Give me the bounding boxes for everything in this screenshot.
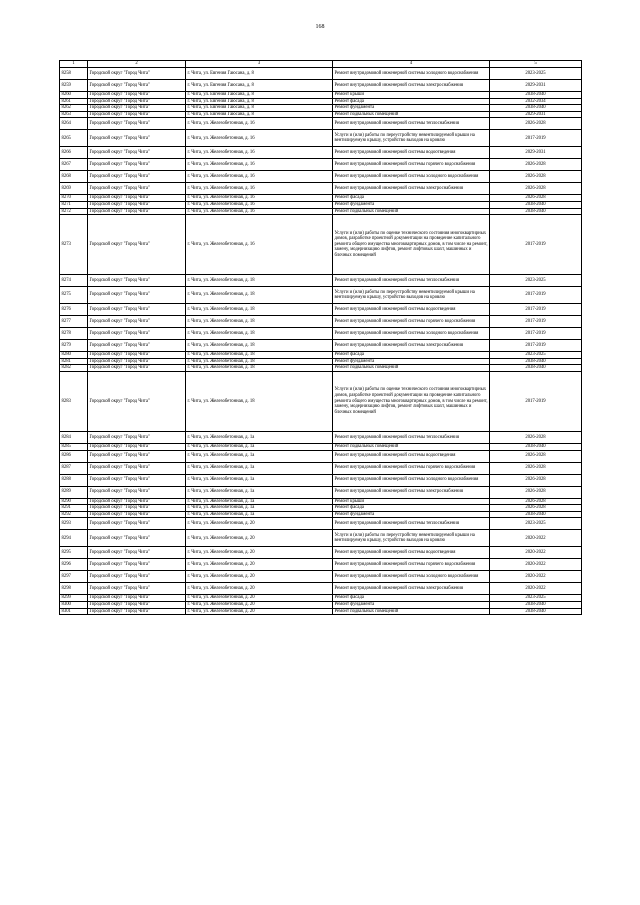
row-number: 8271	[60, 201, 88, 208]
period-cell: 2038-2040	[490, 365, 582, 372]
period-cell: 2038-2040	[490, 92, 582, 99]
table-row	[60, 601, 582, 608]
work-type-cell: Ремонт внутридомовой инженерной системы электроснабжения	[333, 340, 490, 352]
period-cell: 2026-2028	[490, 505, 582, 512]
period-cell: 2038-2040	[490, 208, 582, 215]
municipality-cell: Городской округ "Город Чита"	[88, 340, 186, 352]
work-type-cell: Услуги и (или) работы по оценке технического состояния многоквартирных домов, разработке проектной документации на проведение капитального ремонта общего имущества многоквартирных домов, в том числе на ремонт, замену, модернизацию лифтов, ремонт лифтовых шахт, машинных и блочных помещений	[333, 371, 490, 431]
address-cell: г. Чита, ул. Железобетонная, д. 16	[186, 201, 333, 208]
period-cell: 2020-2022	[490, 547, 582, 559]
table-row	[60, 118, 582, 130]
row-number: 8280	[60, 352, 88, 359]
row-number: 8299	[60, 595, 88, 602]
table-row	[60, 571, 582, 583]
period-cell: 2029-2031	[490, 147, 582, 159]
address-cell: г. Чита, ул. Железобетонная, д. 20	[186, 518, 333, 530]
table-row	[60, 215, 582, 275]
municipality-cell: Городской округ "Город Чита"	[88, 431, 186, 443]
municipality-cell: Городской округ "Город Чита"	[88, 486, 186, 498]
period-cell: 2026-2028	[490, 450, 582, 462]
work-type-cell: Ремонт подвальных помещений	[333, 208, 490, 215]
address-cell: г. Чита, ул. Железобетонная, д. 16	[186, 208, 333, 215]
address-cell: г. Чита, ул. Железобетонная, д. 20	[186, 595, 333, 602]
work-type-cell: Ремонт фасада	[333, 98, 490, 105]
work-type-cell: Ремонт фасада	[333, 352, 490, 359]
address-cell: г. Чита, ул. Железобетонная, д. 1а	[186, 498, 333, 505]
row-number: 8265	[60, 130, 88, 147]
period-cell: 2026-2028	[490, 431, 582, 443]
work-type-cell: Ремонт внутридомовой инженерной системы электроснабжения	[333, 80, 490, 92]
table-row	[60, 130, 582, 147]
work-type-cell: Ремонт внутридомовой инженерной системы холодного водоснабжения	[333, 328, 490, 340]
municipality-cell: Городской округ "Город Чита"	[88, 358, 186, 365]
municipality-cell: Городской округ "Город Чита"	[88, 450, 186, 462]
municipality-cell: Городской округ "Город Чита"	[88, 147, 186, 159]
row-number: 8297	[60, 571, 88, 583]
table-row	[60, 201, 582, 208]
row-number: 8266	[60, 147, 88, 159]
table-row	[60, 159, 582, 171]
period-cell: 2017-2019	[490, 328, 582, 340]
work-type-cell: Ремонт внутридомовой инженерной системы холодного водоснабжения	[333, 474, 490, 486]
row-number: 8293	[60, 518, 88, 530]
row-number: 8281	[60, 358, 88, 365]
work-type-cell: Ремонт внутридомовой инженерной системы холодного водоснабжения	[333, 68, 490, 80]
table-row	[60, 498, 582, 505]
table-row	[60, 371, 582, 431]
table-row	[60, 595, 582, 602]
address-cell: г. Чита, ул. Железобетонная, д. 1а	[186, 486, 333, 498]
address-cell: г. Чита, ул. Железобетонная, д. 1а	[186, 511, 333, 518]
row-number: 8301	[60, 608, 88, 615]
work-type-cell: Ремонт крыши	[333, 92, 490, 99]
row-number: 8275	[60, 287, 88, 304]
municipality-cell: Городской округ "Город Чита"	[88, 183, 186, 195]
municipality-cell: Городской округ "Город Чита"	[88, 365, 186, 372]
municipality-cell: Городской округ "Город Чита"	[88, 171, 186, 183]
municipality-cell: Городской округ "Город Чита"	[88, 92, 186, 99]
work-type-cell: Ремонт внутридомовой инженерной системы горячего водоснабжения	[333, 316, 490, 328]
municipality-cell: Городской округ "Город Чита"	[88, 547, 186, 559]
municipality-cell: Городской округ "Город Чита"	[88, 583, 186, 595]
table-row	[60, 443, 582, 450]
municipality-cell: Городской округ "Город Чита"	[88, 208, 186, 215]
row-number: 8294	[60, 530, 88, 547]
row-number: 8264	[60, 118, 88, 130]
municipality-cell: Городской округ "Город Чита"	[88, 608, 186, 615]
period-cell: 2032-2034	[490, 98, 582, 105]
municipality-cell: Городской округ "Город Чита"	[88, 215, 186, 275]
table-row	[60, 208, 582, 215]
row-number: 8279	[60, 340, 88, 352]
row-number: 8278	[60, 328, 88, 340]
row-number: 8269	[60, 183, 88, 195]
municipality-cell: Городской округ "Город Чита"	[88, 530, 186, 547]
table-row	[60, 559, 582, 571]
period-cell: 2038-2040	[490, 358, 582, 365]
work-type-cell: Ремонт фундамента	[333, 511, 490, 518]
municipality-cell: Городской округ "Город Чита"	[88, 80, 186, 92]
municipality-cell: Городской округ "Город Чита"	[88, 498, 186, 505]
table-row	[60, 328, 582, 340]
table-row	[60, 171, 582, 183]
row-number: 8261	[60, 98, 88, 105]
work-type-cell: Ремонт подвальных помещений	[333, 443, 490, 450]
municipality-cell: Городской округ "Город Чита"	[88, 316, 186, 328]
period-cell: 2017-2019	[490, 304, 582, 316]
work-type-cell: Услуги и (или) работы по переустройству невентилируемой крыши на вентилируемую крышу, устройство выходов на кровлю	[333, 530, 490, 547]
row-number: 8296	[60, 559, 88, 571]
municipality-cell: Городской округ "Город Чита"	[88, 68, 186, 80]
address-cell: г. Чита, ул. Железобетонная, д. 1а	[186, 474, 333, 486]
municipality-cell: Городской округ "Город Чита"	[88, 195, 186, 202]
municipality-cell: Городской округ "Город Чита"	[88, 159, 186, 171]
municipality-cell: Городской округ "Город Чита"	[88, 462, 186, 474]
period-cell: 2038-2040	[490, 201, 582, 208]
address-cell: г. Чита, ул. Евгения Гаюсана, д. 8	[186, 68, 333, 80]
work-type-cell: Ремонт фасада	[333, 505, 490, 512]
work-type-cell: Ремонт внутридомовой инженерной системы водоотведения	[333, 147, 490, 159]
address-cell: г. Чита, ул. Железобетонная, д. 1а	[186, 443, 333, 450]
table-row	[60, 583, 582, 595]
table-row	[60, 518, 582, 530]
work-type-cell: Ремонт внутридомовой инженерной системы горячего водоснабжения	[333, 462, 490, 474]
table-row	[60, 183, 582, 195]
period-cell: 2038-2040	[490, 443, 582, 450]
row-number: 8300	[60, 601, 88, 608]
work-type-cell: Ремонт внутридомовой инженерной системы холодного водоснабжения	[333, 571, 490, 583]
row-number: 8270	[60, 195, 88, 202]
row-number: 8288	[60, 474, 88, 486]
work-type-cell: Услуги и (или) работы по оценке технического состояния многоквартирных домов, разработке проектной документации на проведение капитального ремонта общего имущества многоквартирных домов, в том числе на ремонт, замену, модернизацию лифтов, ремонт лифтовых шахт, машинных и блочных помещений	[333, 215, 490, 275]
row-number: 8284	[60, 431, 88, 443]
column-number: 4	[333, 61, 490, 68]
table-row	[60, 92, 582, 99]
municipality-cell: Городской округ "Город Чита"	[88, 443, 186, 450]
row-number: 8298	[60, 583, 88, 595]
address-cell: г. Чита, ул. Евгения Гаюсана, д. 8	[186, 80, 333, 92]
table-row	[60, 486, 582, 498]
work-type-cell: Услуги и (или) работы по переустройству невентилируемой крыши на вентилируемую крышу, устройство выходов на кровлю	[333, 130, 490, 147]
period-cell: 2020-2022	[490, 571, 582, 583]
period-cell: 2026-2028	[490, 171, 582, 183]
address-cell: г. Чита, ул. Железобетонная, д. 18	[186, 371, 333, 431]
address-cell: г. Чита, ул. Железобетонная, д. 20	[186, 601, 333, 608]
period-cell: 2026-2028	[490, 183, 582, 195]
work-type-cell: Ремонт фундамента	[333, 201, 490, 208]
address-cell: г. Чита, ул. Железобетонная, д. 16	[186, 147, 333, 159]
municipality-cell: Городской округ "Город Чита"	[88, 505, 186, 512]
period-cell: 2023-2025	[490, 595, 582, 602]
row-number: 8292	[60, 511, 88, 518]
municipality-cell: Городской округ "Город Чита"	[88, 105, 186, 112]
period-cell: 2017-2019	[490, 316, 582, 328]
repair-schedule-table	[59, 60, 582, 615]
table-row	[60, 547, 582, 559]
work-type-cell: Ремонт фундамента	[333, 358, 490, 365]
municipality-cell: Городской округ "Город Чита"	[88, 518, 186, 530]
address-cell: г. Чита, ул. Железобетонная, д. 16	[186, 171, 333, 183]
period-cell: 2017-2019	[490, 340, 582, 352]
row-number: 8272	[60, 208, 88, 215]
table-row	[60, 462, 582, 474]
work-type-cell: Ремонт подвальных помещений	[333, 111, 490, 118]
municipality-cell: Городской округ "Город Чита"	[88, 130, 186, 147]
table-row	[60, 147, 582, 159]
period-cell: 2023-2025	[490, 518, 582, 530]
period-cell: 2026-2028	[490, 195, 582, 202]
address-cell: г. Чита, ул. Железобетонная, д. 18	[186, 316, 333, 328]
table-row	[60, 511, 582, 518]
work-type-cell: Ремонт внутридомовой инженерной системы теплоснабжения	[333, 431, 490, 443]
period-cell: 2023-2025	[490, 68, 582, 80]
address-cell: г. Чита, ул. Евгения Гаюсана, д. 8	[186, 111, 333, 118]
table-row	[60, 287, 582, 304]
municipality-cell: Городской округ "Город Чита"	[88, 304, 186, 316]
table-row	[60, 474, 582, 486]
address-cell: г. Чита, ул. Железобетонная, д. 20	[186, 559, 333, 571]
period-cell: 2026-2028	[490, 498, 582, 505]
period-cell: 2023-2025	[490, 352, 582, 359]
table-row	[60, 450, 582, 462]
address-cell: г. Чита, ул. Железобетонная, д. 16	[186, 159, 333, 171]
page-number: 168	[315, 24, 325, 30]
address-cell: г. Чита, ул. Железобетонная, д. 16	[186, 130, 333, 147]
municipality-cell: Городской округ "Город Чита"	[88, 275, 186, 287]
work-type-cell: Ремонт фундамента	[333, 105, 490, 112]
municipality-cell: Городской округ "Город Чита"	[88, 328, 186, 340]
period-cell: 2038-2040	[490, 601, 582, 608]
address-cell: г. Чита, ул. Евгения Гаюсана, д. 8	[186, 98, 333, 105]
period-cell: 2026-2028	[490, 159, 582, 171]
column-number-row	[60, 61, 582, 68]
period-cell: 2017-2019	[490, 371, 582, 431]
work-type-cell: Ремонт подвальных помещений	[333, 608, 490, 615]
address-cell: г. Чита, ул. Железобетонная, д. 16	[186, 118, 333, 130]
address-cell: г. Чита, ул. Железобетонная, д. 18	[186, 304, 333, 316]
table-row	[60, 195, 582, 202]
row-number: 8286	[60, 450, 88, 462]
table-row	[60, 352, 582, 359]
address-cell: г. Чита, ул. Железобетонная, д. 18	[186, 275, 333, 287]
address-cell: г. Чита, ул. Железобетонная, д. 1а	[186, 505, 333, 512]
period-cell: 2020-2022	[490, 583, 582, 595]
municipality-cell: Городской округ "Город Чита"	[88, 201, 186, 208]
address-cell: г. Чита, ул. Железобетонная, д. 18	[186, 358, 333, 365]
address-cell: г. Чита, ул. Железобетонная, д. 1а	[186, 462, 333, 474]
period-cell: 2029-2031	[490, 111, 582, 118]
work-type-cell: Ремонт внутридомовой инженерной системы теплоснабжения	[333, 518, 490, 530]
column-number: 3	[186, 61, 333, 68]
table-row	[60, 358, 582, 365]
work-type-cell: Ремонт внутридомовой инженерной системы водоотведения	[333, 547, 490, 559]
work-type-cell: Ремонт фасада	[333, 195, 490, 202]
municipality-cell: Городской округ "Город Чита"	[88, 111, 186, 118]
row-number: 8295	[60, 547, 88, 559]
municipality-cell: Городской округ "Город Чита"	[88, 118, 186, 130]
address-cell: г. Чита, ул. Железобетонная, д. 1а	[186, 450, 333, 462]
period-cell: 2017-2019	[490, 130, 582, 147]
row-number: 8291	[60, 505, 88, 512]
period-cell: 2020-2022	[490, 530, 582, 547]
row-number: 8289	[60, 486, 88, 498]
column-number: 2	[88, 61, 186, 68]
period-cell: 2026-2028	[490, 462, 582, 474]
period-cell: 2023-2025	[490, 275, 582, 287]
table-row	[60, 98, 582, 105]
address-cell: г. Чита, ул. Железобетонная, д. 20	[186, 530, 333, 547]
municipality-cell: Городской округ "Город Чита"	[88, 511, 186, 518]
period-cell: 2038-2040	[490, 105, 582, 112]
row-number: 8285	[60, 443, 88, 450]
work-type-cell: Ремонт внутридомовой инженерной системы теплоснабжения	[333, 275, 490, 287]
municipality-cell: Городской округ "Город Чита"	[88, 571, 186, 583]
row-number: 8277	[60, 316, 88, 328]
period-cell: 2038-2040	[490, 608, 582, 615]
period-cell: 2026-2028	[490, 474, 582, 486]
work-type-cell: Ремонт внутридомовой инженерной системы электроснабжения	[333, 583, 490, 595]
row-number: 8287	[60, 462, 88, 474]
row-number: 8267	[60, 159, 88, 171]
period-cell: 2017-2019	[490, 215, 582, 275]
municipality-cell: Городской округ "Город Чита"	[88, 352, 186, 359]
work-type-cell: Ремонт внутридомовой инженерной системы холодного водоснабжения	[333, 171, 490, 183]
work-type-cell: Ремонт внутридомовой инженерной системы водоотведения	[333, 450, 490, 462]
municipality-cell: Городской округ "Город Чита"	[88, 595, 186, 602]
table-row	[60, 68, 582, 80]
table-row	[60, 304, 582, 316]
row-number: 8273	[60, 215, 88, 275]
municipality-cell: Городской округ "Город Чита"	[88, 601, 186, 608]
row-number: 8290	[60, 498, 88, 505]
address-cell: г. Чита, ул. Евгения Гаюсана, д. 8	[186, 92, 333, 99]
address-cell: г. Чита, ул. Железобетонная, д. 1а	[186, 431, 333, 443]
table-body	[60, 68, 582, 615]
row-number: 8258	[60, 68, 88, 80]
table-row	[60, 530, 582, 547]
period-cell: 2038-2040	[490, 511, 582, 518]
table-row	[60, 80, 582, 92]
work-type-cell: Ремонт внутридомовой инженерной системы водоотведения	[333, 304, 490, 316]
address-cell: г. Чита, ул. Железобетонная, д. 18	[186, 352, 333, 359]
period-cell: 2026-2028	[490, 486, 582, 498]
address-cell: г. Чита, ул. Железобетонная, д. 18	[186, 287, 333, 304]
municipality-cell: Городской округ "Город Чита"	[88, 474, 186, 486]
address-cell: г. Чита, ул. Железобетонная, д. 20	[186, 571, 333, 583]
municipality-cell: Городской округ "Город Чита"	[88, 371, 186, 431]
column-number: 1	[60, 61, 88, 68]
address-cell: г. Чита, ул. Железобетонная, д. 18	[186, 340, 333, 352]
work-type-cell: Ремонт внутридомовой инженерной системы горячего водоснабжения	[333, 559, 490, 571]
work-type-cell: Ремонт крыши	[333, 498, 490, 505]
table-row	[60, 365, 582, 372]
period-cell: 2029-2031	[490, 80, 582, 92]
column-number: 5	[490, 61, 582, 68]
address-cell: г. Чита, ул. Железобетонная, д. 20	[186, 608, 333, 615]
address-cell: г. Чита, ул. Железобетонная, д. 16	[186, 195, 333, 202]
row-number: 8259	[60, 80, 88, 92]
municipality-cell: Городской округ "Город Чита"	[88, 559, 186, 571]
work-type-cell: Услуги и (или) работы по переустройству невентилируемой крыши на вентилируемую крышу, устройство выходов на кровлю	[333, 287, 490, 304]
row-number: 8263	[60, 111, 88, 118]
table-row	[60, 105, 582, 112]
table-row	[60, 608, 582, 615]
row-number: 8268	[60, 171, 88, 183]
address-cell: г. Чита, ул. Железобетонная, д. 18	[186, 365, 333, 372]
work-type-cell: Ремонт фундамента	[333, 601, 490, 608]
address-cell: г. Чита, ул. Евгения Гаюсана, д. 8	[186, 105, 333, 112]
table-row	[60, 505, 582, 512]
address-cell: г. Чита, ул. Железобетонная, д. 18	[186, 328, 333, 340]
address-cell: г. Чита, ул. Железобетонная, д. 16	[186, 183, 333, 195]
row-number: 8276	[60, 304, 88, 316]
table-row	[60, 275, 582, 287]
period-cell: 2017-2019	[490, 287, 582, 304]
municipality-cell: Городской округ "Город Чита"	[88, 287, 186, 304]
work-type-cell: Ремонт внутридомовой инженерной системы горячего водоснабжения	[333, 159, 490, 171]
row-number: 8274	[60, 275, 88, 287]
table-row	[60, 111, 582, 118]
work-type-cell: Ремонт фасада	[333, 595, 490, 602]
address-cell: г. Чита, ул. Железобетонная, д. 20	[186, 583, 333, 595]
table-row	[60, 431, 582, 443]
work-type-cell: Ремонт внутридомовой инженерной системы теплоснабжения	[333, 118, 490, 130]
work-type-cell: Ремонт внутридомовой инженерной системы электроснабжения	[333, 183, 490, 195]
work-type-cell: Ремонт подвальных помещений	[333, 365, 490, 372]
address-cell: г. Чита, ул. Железобетонная, д. 16	[186, 215, 333, 275]
work-type-cell: Ремонт внутридомовой инженерной системы электроснабжения	[333, 486, 490, 498]
row-number: 8262	[60, 105, 88, 112]
municipality-cell: Городской округ "Город Чита"	[88, 98, 186, 105]
table-row	[60, 316, 582, 328]
period-cell: 2026-2028	[490, 118, 582, 130]
row-number: 8283	[60, 371, 88, 431]
table-row	[60, 340, 582, 352]
period-cell: 2020-2022	[490, 559, 582, 571]
row-number: 8260	[60, 92, 88, 99]
row-number: 8282	[60, 365, 88, 372]
address-cell: г. Чита, ул. Железобетонная, д. 20	[186, 547, 333, 559]
